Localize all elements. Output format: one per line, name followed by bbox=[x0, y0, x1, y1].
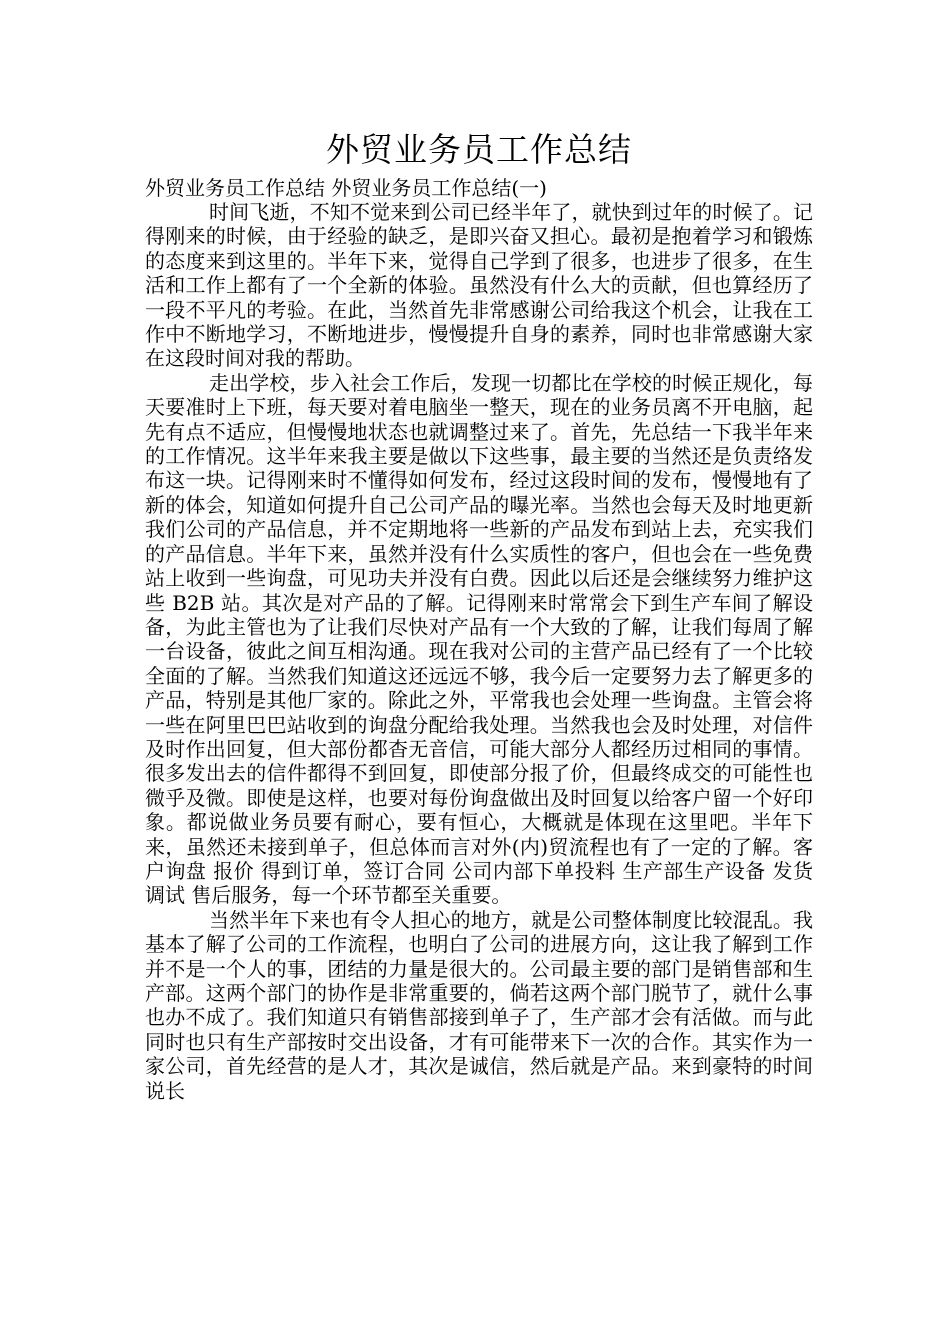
document-subtitle: 外贸业务员工作总结 外贸业务员工作总结(一) bbox=[145, 176, 547, 200]
paragraph-2: 走出学校，步入社会工作后，发现一切都比在学校的时候正规化，每天要准时上下班，每天要对着电脑坐一整天，现在的业务员离不开电脑，起先有点不适应，但慢慢地状态也就调整过来了。首先，先总结一下我半年来的工作情况。这半年来我主要是做以下这些事，最主要的当然还是负责络发布这一块。记得刚来时不懂得如何发布，经过这段时间的发布，慢慢地有了新的体会，知道如何提升自己公司产品的曝光率。当然也会每天及时地更新我们公司的产品信息，并不定期地将一些新的产品发布到站上去，充实我们的产品信息。半年下来，虽然并没有什么实质性的客户，但也会在一些免费站上收到一些询盘，可见功夫并没有白费。因此以后还是会继续努力维护这些 B2B 站。其次是对产品的了解。记得刚来时常常会下到生产车间了解设备，为此主管也为了让我们尽快对产品有一个大致的了解，让我们每周了解一台设备，彼此之间互相沟通。现在我对公司的主营产品已经有了一个比较全面的了解。当然我们知道这还远远不够，我今后一定要努力去了解更多的产品，特别是其他厂家的。除此之外，平常我也会处理一些询盘。主管会将一些在阿里巴巴站收到的询盘分配给我处理。当然我也会及时处理，对信件及时作出回复，但大部份都杳无音信，可能大部分人都经历过相同的事情。很多发出去的信件都得不到回复，即使部分报了价，但最终成交的可能性也微乎及微。即使是这样，也要对每份询盘做出及时回复以给客户留一个好印象。都说做业务员要有耐心，要有恒心，大概就是体现在这里吧。半年下来，虽然还未接到单子，但总体而言对外(内)贸流程也有了一定的了解。客户询盘 报价 得到订单，签订合同 公司内部下单投料 生产部生产设备 发货 调试 售后服务，每一个环节都至关重要。 bbox=[145, 370, 813, 908]
paragraph-3: 当然半年下来也有令人担心的地方，就是公司整体制度比较混乱。我基本了解了公司的工作流程，也明白了公司的进展方向，这让我了解到工作并不是一个人的事，团结的力量是很大的。公司最主要的部门是销售部和生产部。这两个部门的协作是非常重要的，倘若这两个部门脱节了，就什么事也办不成了。我们知道只有销售部接到单子了，生产部才会有活做。而与此同时也只有生产部按时交出设备，才有可能带来下一次的合作。其实作为一家公司，首先经营的是人才，其次是诚信，然后就是产品。来到豪特的时间说长 bbox=[145, 907, 813, 1103]
document-page bbox=[145, 124, 813, 1103]
document-title: 外贸业务员工作总结 bbox=[326, 130, 632, 169]
paragraph-1: 时间飞逝，不知不觉来到公司已经半年了，就快到过年的时候了。记得刚来的时候，由于经验的缺乏，是即兴奋又担心。最初是抱着学习和锻炼的态度来到这里的。半年下来，觉得自己学到了很多，也进步了很多，在生活和工作上都有了一个全新的体验。虽然没有什么大的贡献，但也算经历了一段不平凡的考验。在此，当然首先非常感谢公司给我这个机会，让我在工作中不断地学习，不断地进步，慢慢提升自身的素养，同时也非常感谢大家在这段时间对我的帮助。 bbox=[145, 200, 813, 371]
